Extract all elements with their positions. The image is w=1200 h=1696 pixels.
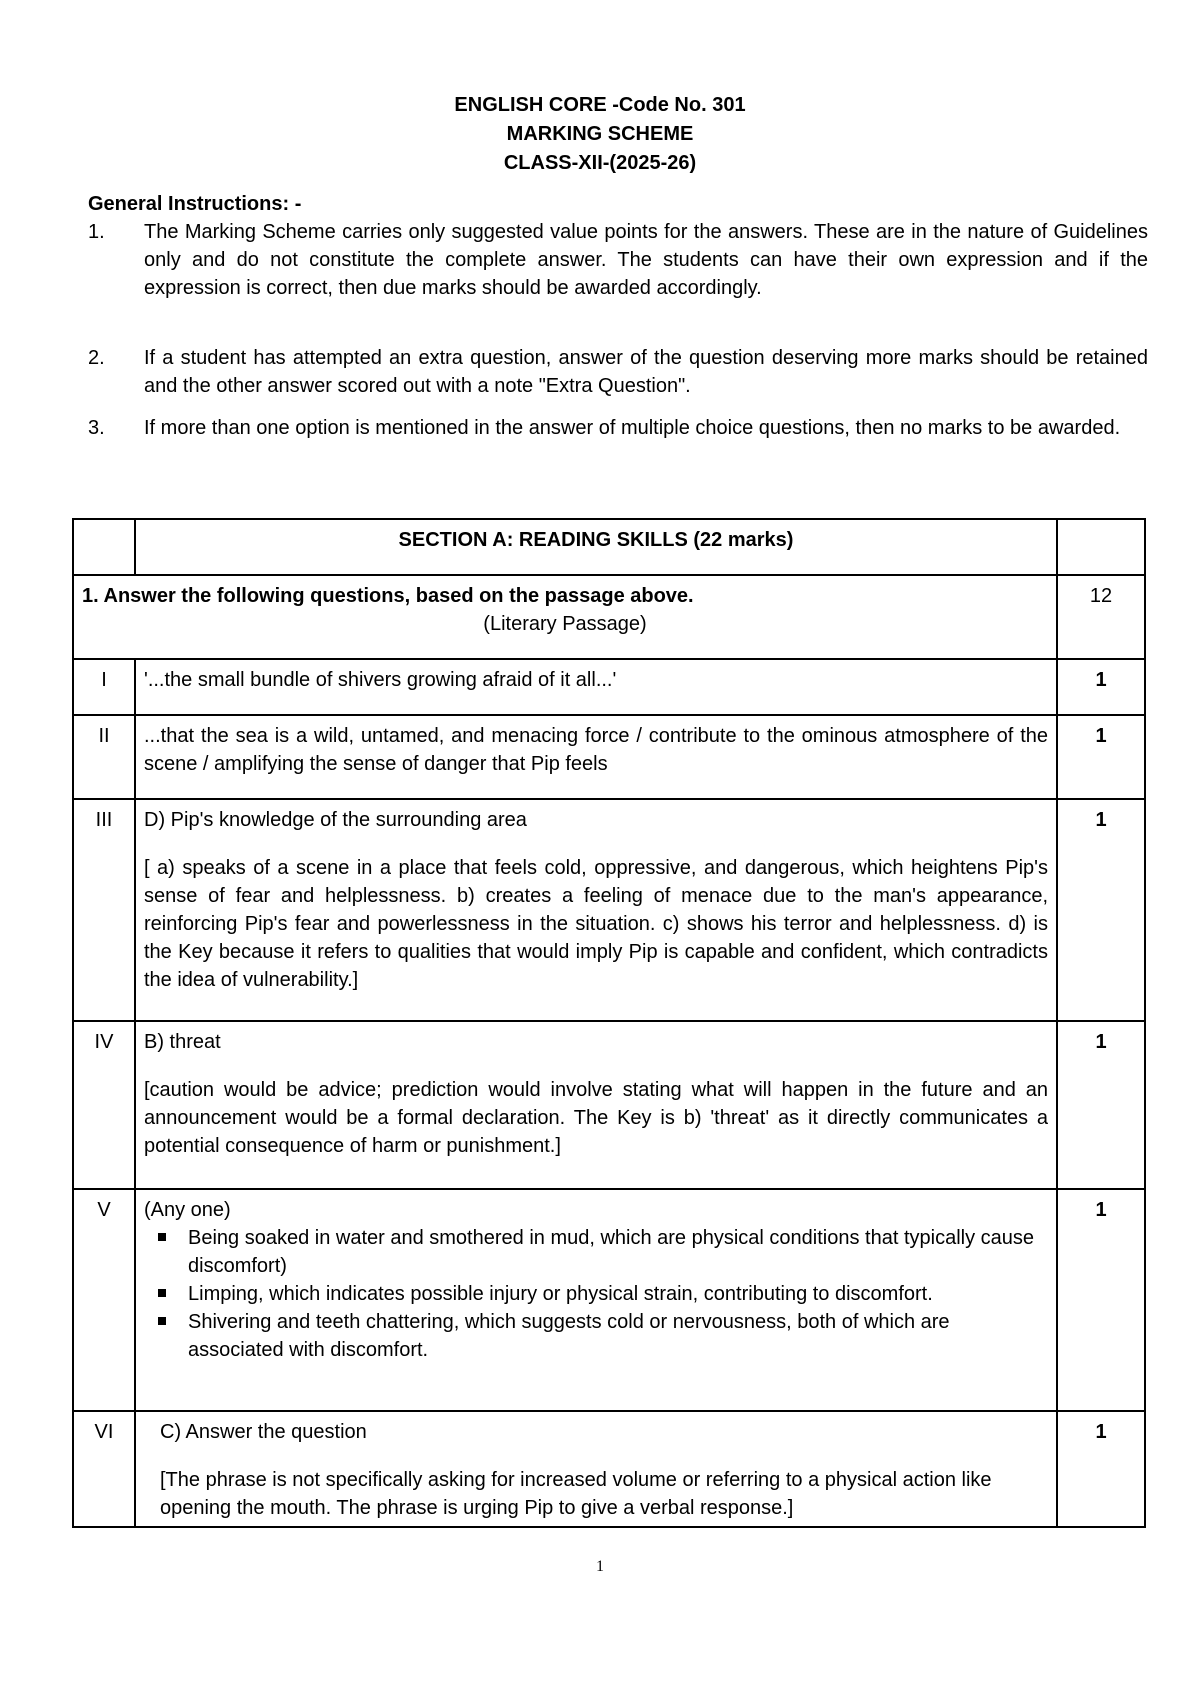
section-header-row: [73, 519, 1145, 575]
question-title: 1. Answer the following questions, based on the passage above.: [82, 585, 694, 607]
row-marks: 1: [1057, 659, 1145, 715]
row-marks: 1: [1057, 1189, 1145, 1411]
bullet-square-icon: [158, 1317, 166, 1325]
row-note: [caution would be advice; prediction would involve stating what will happen in the future and an announcement would be a formal declaration. The Key is b) 'threat' as it directly communicates a potential consequence of harm or punishment.]: [144, 1079, 1048, 1157]
row-number: III: [73, 799, 135, 1021]
row-marks: 1: [1057, 799, 1145, 1021]
list-item: [188, 1280, 1048, 1308]
list-item-text: Shivering and teeth chattering, which suggests cold or nervousness, both of which are associated with discomfort.: [188, 1311, 950, 1361]
list-item-text: Limping, which indicates possible injury or physical strain, contributing to discomfort.: [188, 1283, 933, 1305]
doc-class: CLASS-XII-(2025-26): [503, 152, 697, 174]
marking-scheme-table: [72, 518, 1146, 1528]
table-row: [73, 1021, 1145, 1189]
page-number: 1: [596, 1558, 604, 1575]
table-row: [73, 799, 1145, 1021]
row-number: I: [73, 659, 135, 715]
table-row: [73, 1411, 1145, 1527]
doc-title: ENGLISH CORE -Code No. 301: [454, 94, 746, 116]
instruction-number: 1.: [88, 221, 105, 243]
instruction-text: If a student has attempted an extra question, answer of the question deserving more marks should be retained and the other answer scored out with a note "Extra Question".: [144, 347, 1148, 397]
table-row: [73, 715, 1145, 799]
row-answer: '...the small bundle of shivers growing afraid of it all...': [135, 659, 1057, 715]
instruction-text: The Marking Scheme carries only suggested value points for the answers. These are in the nature of Guidelines only and do not constitute the complete answer. The students can have their own expression and if the expression is correct, then due marks should be awarded accordingly.: [144, 221, 1148, 299]
row-answer: C) Answer the question: [160, 1421, 367, 1443]
list-item: [188, 1308, 1048, 1364]
instruction-text: If more than one option is mentioned in the answer of multiple choice questions, then no marks to be awarded.: [144, 417, 1121, 439]
row-answer: (Any one): [144, 1199, 231, 1221]
instruction-number: 3.: [88, 417, 105, 439]
row-answer: B) threat: [144, 1031, 221, 1053]
bullet-square-icon: [158, 1233, 166, 1241]
instruction-item: [88, 414, 1148, 442]
row-note: [ a) speaks of a scene in a place that feels cold, oppressive, and dangerous, which heightens Pip's sense of fear and helplessness. b) creates a feeling of menace due to the man's appearance, reinforcing Pip's fear and powerlessness in the situation. c) shows his terror and helplessness. d) is the Key because it refers to qualities that would imply Pip is capable and confident, which contradicts the idea of vulnerability.]: [144, 857, 1048, 991]
row-number: VI: [73, 1411, 135, 1527]
section-title: SECTION A: READING SKILLS (22 marks): [398, 529, 794, 551]
row-number: IV: [73, 1021, 135, 1189]
row-number: V: [73, 1189, 135, 1411]
row-marks: 1: [1057, 715, 1145, 799]
question-marks: 12: [1057, 575, 1145, 659]
row-answer: ...that the sea is a wild, untamed, and menacing force / contribute to the ominous atmosphere of the scene / amplifying the sense of danger that Pip feels: [135, 715, 1057, 799]
row-note: [The phrase is not specifically asking for increased volume or referring to a physical action like opening the mouth. The phrase is urging Pip to give a verbal response.]: [160, 1469, 992, 1519]
doc-subtitle: MARKING SCHEME: [506, 123, 694, 145]
row-marks: 1: [1057, 1021, 1145, 1189]
bullet-list: [144, 1224, 1048, 1364]
table-row: [73, 1189, 1145, 1411]
row-marks: 1: [1057, 1411, 1145, 1527]
list-item: [188, 1224, 1048, 1280]
table-row: [73, 659, 1145, 715]
instruction-number: 2.: [88, 347, 105, 369]
instruction-item: [88, 344, 1148, 400]
instruction-item: [88, 218, 1148, 302]
list-item-text: Being soaked in water and smothered in mud, which are physical conditions that typically cause discomfort): [188, 1227, 1035, 1277]
row-number: II: [73, 715, 135, 799]
row-answer: D) Pip's knowledge of the surrounding area: [144, 809, 527, 831]
bullet-square-icon: [158, 1289, 166, 1297]
question-row: [73, 575, 1145, 659]
question-subtitle: (Literary Passage): [483, 613, 647, 635]
general-instructions-title: General Instructions: -: [88, 193, 302, 215]
